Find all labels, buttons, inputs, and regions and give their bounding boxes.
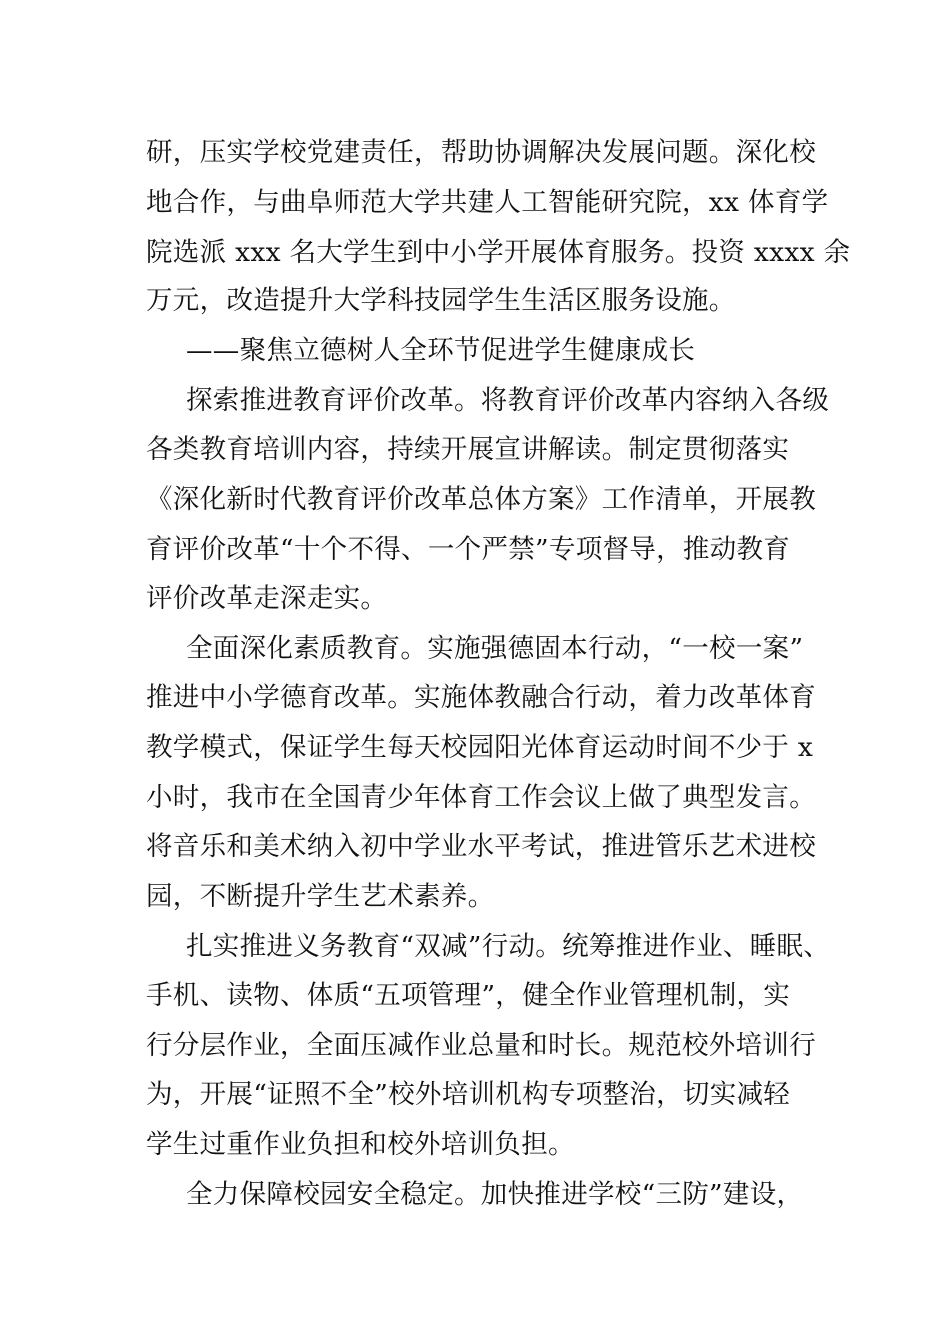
text-line: 将音乐和美术纳入初中学业水平考试，推进管乐艺术进校 xyxy=(146,831,816,862)
text-line: 推进中小学德育改革。实施体教融合行动，着力改革体育 xyxy=(146,682,816,713)
text-line: 小时，我市在全国青少年体育工作会议上做了典型发言。 xyxy=(146,782,816,813)
text-line: 探索推进教育评价改革。将教育评价改革内容纳入各级 xyxy=(186,385,830,416)
text-line: 《深化新时代教育评价改革总体方案》工作清单，开展教 xyxy=(146,484,816,515)
text-line: 学生过重作业负担和校外培训负担。 xyxy=(146,1129,575,1160)
text-line: 行分层作业，全面压减作业总量和时长。规范校外培训行 xyxy=(146,1030,816,1061)
text-line: 园，不断提升学生艺术素养。 xyxy=(146,881,495,912)
section-heading: ——聚焦立德树人全环节促进学生健康成长 xyxy=(186,335,696,366)
text-line: 评价改革走深走实。 xyxy=(146,583,388,614)
text-line: 为，开展“证照不全”校外培训机构专项整治，切实减轻 xyxy=(146,1079,791,1110)
text-line: 全面深化素质教育。实施强德固本行动，“一校一案” xyxy=(186,633,804,664)
text-line: 扎实推进义务教育“双减”行动。统筹推进作业、睡眠、 xyxy=(186,931,831,962)
text-line: 地合作，与曲阜师范大学共建人工智能研究院，xx 体育学 xyxy=(146,187,829,218)
text-line: 育评价改革“十个不得、一个严禁”专项督导，推动教育 xyxy=(146,534,791,565)
text-line: 教学模式，保证学生每天校园阳光体育运动时间不少于 x xyxy=(146,732,814,763)
text-line: 研，压实学校党建责任，帮助协调解决发展问题。深化校 xyxy=(146,137,816,168)
text-line: 万元，改造提升大学科技园学生生活区服务设施。 xyxy=(146,285,736,316)
text-line: 全力保障校园安全稳定。加快推进学校“三防”建设， xyxy=(186,1179,804,1210)
text-line: 各类教育培训内容，持续开展宣讲解读。制定贯彻落实 xyxy=(146,434,790,465)
text-line: 手机、读物、体质“五项管理”，健全作业管理机制，实 xyxy=(146,980,791,1011)
text-line: 院选派 xxx 名大学生到中小学开展体育服务。投资 xxxx 余 xyxy=(146,237,851,268)
